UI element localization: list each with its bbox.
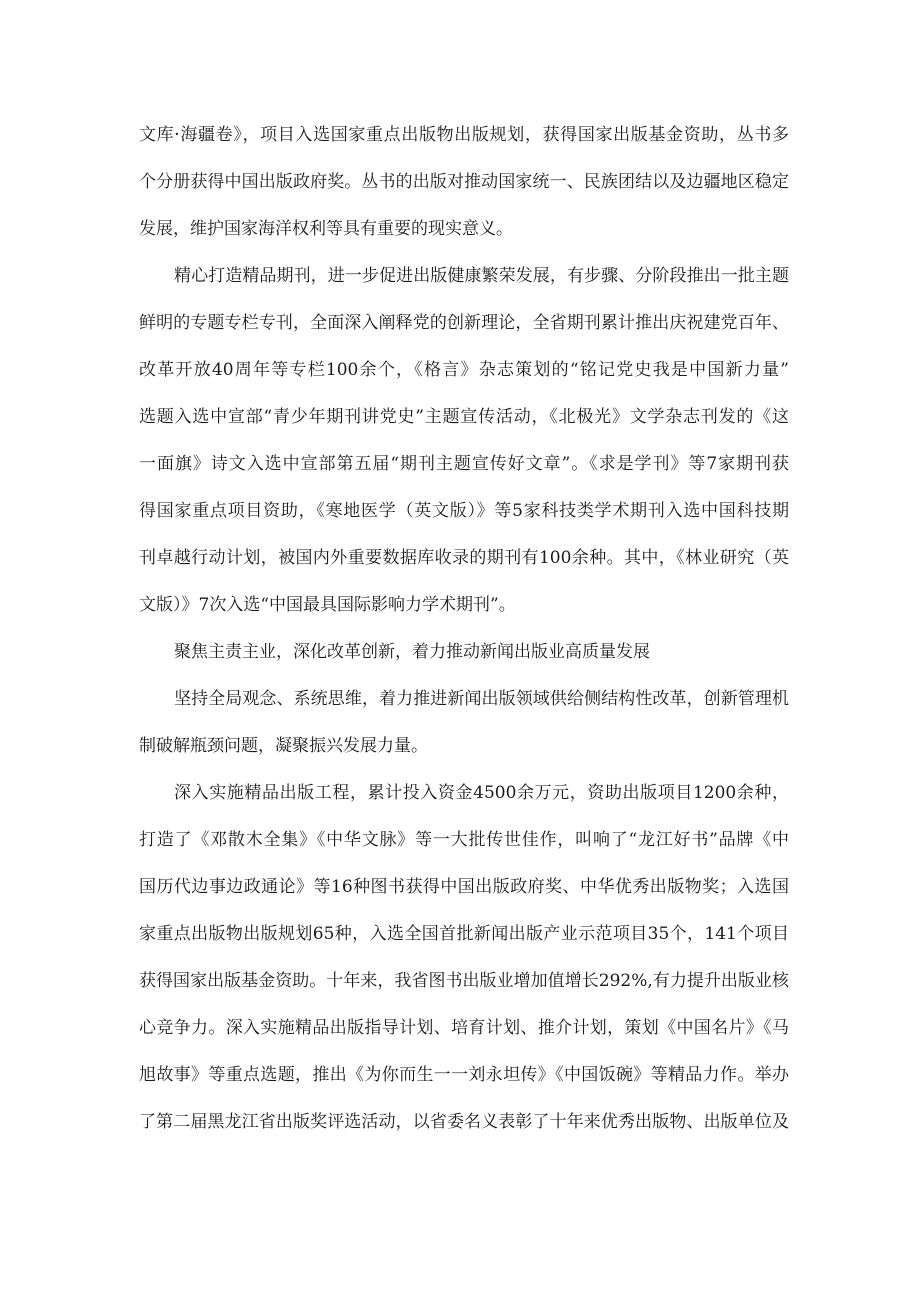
text-line: 心竞争力。深入实施精品出版指导计划、培育计划、推介计划，策划《中国名片》《马 <box>139 1018 789 1038</box>
paragraph-start-line: 深入实施精品出版工程，累计投入资金4500余万元，资助出版项目1200余种， <box>174 783 789 803</box>
text-line: 获得国家出版基金资助。十年来，我省图书出版业增加值增长292%,有力提升出版业核 <box>139 971 789 991</box>
text-line: 选题入选中宣部“青少年期刊讲党史”主题宣传活动，《北极光》文学杂志刊发的《这 <box>139 407 789 427</box>
text-line: 了第二届黑龙江省出版奖评选活动，以省委名义表彰了十年来优秀出版物、出版单位及 <box>139 1112 789 1132</box>
text-line: 文版）》7次入选“中国最具国际影响力学术期刊”。 <box>139 595 516 615</box>
paragraph-start-line: 精心打造精品期刊，进一步促进出版健康繁荣发展，有步骤、分阶段推出一批主题 <box>174 266 789 286</box>
text-line: 打造了《邓散木全集》《中华文脉》等一大批传世佳作，叫响了“龙江好书”品牌《中 <box>139 830 789 850</box>
text-line: 改革开放40周年等专栏100余个，《格言》杂志策划的“铭记党史我是中国新力量” <box>139 360 789 380</box>
text-line: 国历代边事边政通论》等16种图书获得中国出版政府奖、中华优秀出版物奖；入选国 <box>139 877 789 897</box>
text-line: 一面旗》诗文入选中宣部第五届“期刊主题宣传好文章”。《求是学刊》等7家期刊获 <box>139 454 789 474</box>
section-heading: 聚焦主责主业，深化改革创新，着力推动新闻出版业高质量发展 <box>174 642 650 662</box>
text-line: 家重点出版物出版规划65种，入选全国首批新闻出版产业示范项目35个，141个项目 <box>139 924 789 944</box>
text-line: 刊卓越行动计划，被国内外重要数据库收录的期刊有100余种。其中，《林业研究（英 <box>139 548 789 568</box>
text-line: 文库·海疆卷》，项目入选国家重点出版物出版规划，获得国家出版基金资助，丛书多 <box>139 125 789 145</box>
text-line: 个分册获得中国出版政府奖。丛书的出版对推动国家统一、民族团结以及边疆地区稳定 <box>139 172 789 192</box>
text-line: 制破解瓶颈问题，凝聚振兴发展力量。 <box>139 736 428 756</box>
text-line: 鲜明的专题专栏专刊，全面深入阐释党的创新理论，全省期刊累计推出庆祝建党百年、 <box>139 313 789 333</box>
text-line: 旭故事》等重点选题，推出《为你而生一一刘永坦传》《中国饭碗》等精品力作。举办 <box>139 1065 789 1085</box>
text-line: 得国家重点项目资助，《寒地医学（英文版）》等5家科技类学术期刊入选中国科技期 <box>139 501 789 521</box>
text-line: 发展，维护国家海洋权利等具有重要的现实意义。 <box>139 219 513 239</box>
paragraph-start-line: 坚持全局观念、系统思维，着力推进新闻出版领域供给侧结构性改革，创新管理机 <box>174 689 789 709</box>
